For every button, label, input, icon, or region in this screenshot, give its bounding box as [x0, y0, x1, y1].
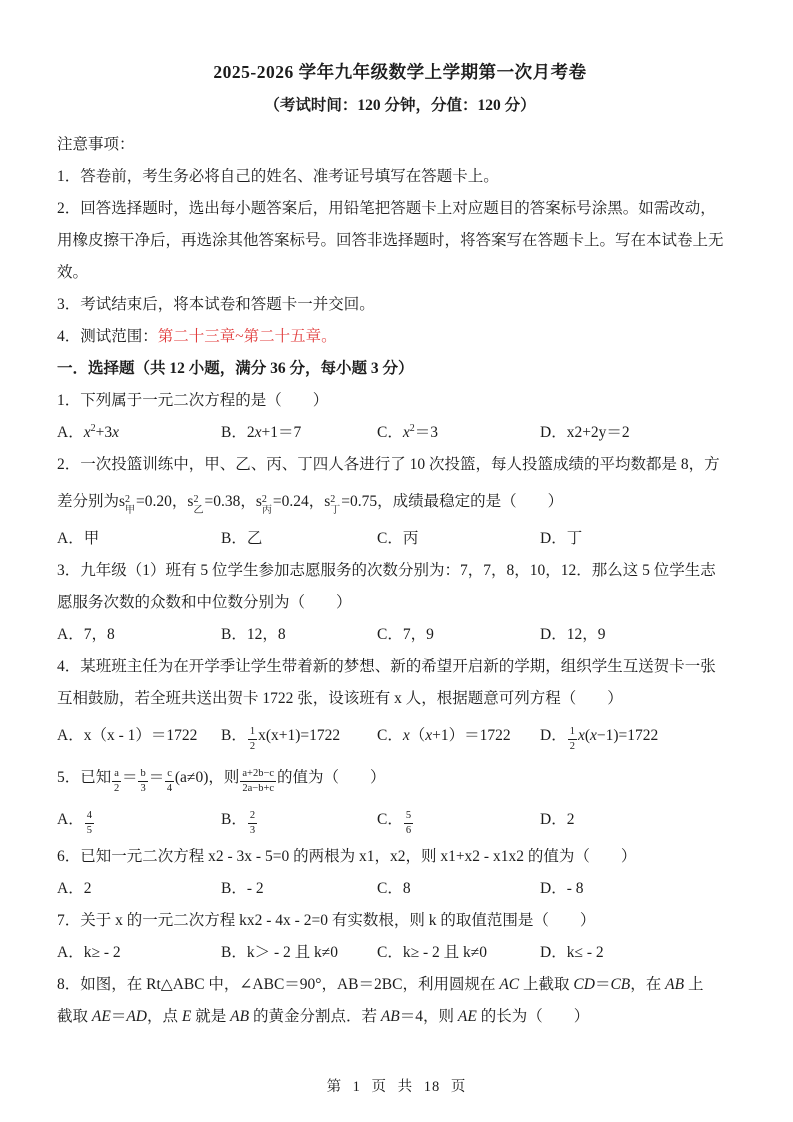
- fraction: $\frac{b}{3}$: [140, 767, 146, 794]
- options-row: [57, 715, 743, 757]
- question-line: 截取 AE＝AD，点 E 就是 AB 的黄金分割点．若 AB＝4，则 AE 的长为（ ）: [57, 1008, 590, 1025]
- sup-sub-stack: 2 丁: [330, 494, 341, 516]
- option-a: A．x（x - 1）＝1722: [57, 727, 198, 744]
- question-4: [57, 651, 743, 757]
- question-8: [57, 969, 743, 1033]
- option-c: C．丙: [377, 530, 419, 547]
- question-3: [57, 555, 743, 651]
- section-heading: 一．选择题（共 12 小题，满分 36 分，每小题 3 分）: [57, 360, 414, 377]
- notice-line: 2．回答选择题时，选出每小题答案后，用铅笔把答题卡上对应题目的答案标号涂黑。如需改动，: [57, 200, 716, 217]
- notice-line: 效。: [57, 264, 89, 281]
- notice-block: [57, 129, 743, 353]
- option-b: B． $\frac{1}{2}$ x(x+1)=1722: [221, 725, 341, 752]
- option-c: C．8: [377, 880, 411, 897]
- question-2: [57, 449, 743, 555]
- options-row: [57, 619, 743, 651]
- option-b: B．12，8: [221, 626, 286, 643]
- page-footer: 第 1 页 共 18 页: [326, 1079, 467, 1095]
- option-d: D．12，9: [540, 626, 606, 643]
- questions-list: [57, 385, 743, 1033]
- notice-line: 3．考试结束后，将本试卷和答题卡一并交回。: [57, 296, 375, 313]
- question-line: 5．已知 $\frac{a}{2}$ ＝ $\frac{b}{3}$ ＝ $\frac{c}{4}$ (a≠0)，则 $\frac{a+2b-c}{2a-b+c}$ 的值为（ ）: [57, 767, 386, 794]
- question-line: 愿服务次数的众数和中位数分别为（ ）: [57, 594, 352, 611]
- question-line: 互相鼓励，若全班共送出贺卡 1722 张，设该班有 x 人，根据题意可列方程（ ）: [57, 690, 623, 707]
- option-c: C． $\frac{5}{6}$: [377, 809, 412, 836]
- fraction: $\frac{a+2b-c}{2a-b+c}$: [242, 767, 275, 794]
- fraction: $\frac{2}{3}$: [249, 809, 256, 836]
- fraction: $\frac{5}{6}$: [405, 809, 412, 836]
- sup-sub-stack: 2 丙: [261, 494, 272, 516]
- notice-line: 注意事项：: [57, 136, 135, 153]
- option-a: A．$x^2+3x$: [57, 423, 119, 441]
- fraction: $\frac{1}{2}$: [249, 725, 256, 752]
- question-line: 差分别为s 2 甲 =0.20，s 2 乙 =0.38，s 2 丙 =0.24，s 2 丁 =0.75，成绩最稳定的是（ ）: [57, 493, 564, 516]
- question-line: 6．已知一元二次方程 x2 - 3x - 5=0 的两根为 x1，x2，则 x1+x2 - x1x2 的值为（ ）: [57, 848, 637, 865]
- page-title: 2025-2026 学年九年级数学上学期第一次月考卷: [213, 62, 587, 82]
- question-6: [57, 841, 743, 905]
- option-d: D．- 8: [540, 880, 584, 897]
- question-line: 7．关于 x 的一元二次方程 kx2 - 4x - 2=0 有实数根，则 k 的取值范围是（ ）: [57, 912, 596, 929]
- question-line: 8．如图，在 Rt△ABC 中，∠ABC＝90°，AB＝2BC，利用圆规在 AC 上截取 CD＝CB，在 AB 上: [57, 976, 704, 993]
- option-a: A．2: [57, 880, 92, 897]
- notice-line: 4．测试范围：第二十三章~第二十五章。: [57, 328, 337, 345]
- question-7: [57, 905, 743, 969]
- option-b: B． $\frac{2}{3}$: [221, 809, 256, 836]
- option-b: B．2x+1＝7: [221, 424, 302, 441]
- option-d: D．k≤ - 2: [540, 944, 604, 961]
- question-5: [57, 757, 743, 841]
- notice-line: 1．答卷前，考生务必将自己的姓名、准考证号填写在答题卡上。: [57, 168, 499, 185]
- option-c: C．x（x+1）＝1722: [377, 727, 511, 744]
- option-d: D．x2+2y＝2: [540, 424, 630, 441]
- question-line: 3．九年级（1）班有 5 位学生参加志愿服务的次数分别为：7，7，8，10，12．那么这 5 位学生志: [57, 562, 716, 579]
- option-a: A．k≥ - 2: [57, 944, 121, 961]
- sup-sub-stack: 2 甲: [125, 494, 136, 516]
- sup-sub-stack: 2 乙: [193, 494, 204, 516]
- fraction: $\frac{a}{2}$: [113, 767, 120, 794]
- options-row: [57, 873, 743, 905]
- fraction: $\frac{c}{4}$: [166, 767, 173, 794]
- question-line: 2．一次投篮训练中，甲、乙、丙、丁四人各进行了 10 次投篮，每人投篮成绩的平均数都是 8，方: [57, 456, 720, 473]
- option-d: D．2: [540, 811, 575, 828]
- option-b: B．乙: [221, 530, 263, 547]
- fraction: $\frac{4}{5}$: [86, 809, 92, 836]
- option-c: C．7，9: [377, 626, 434, 643]
- page-subtitle: （考试时间：120 分钟，分值：120 分）: [264, 97, 536, 114]
- question-1: [57, 385, 743, 449]
- option-a: A． $\frac{4}{5}$: [57, 809, 92, 836]
- options-row: [57, 937, 743, 969]
- option-c: C．k≥ - 2 且 k≠0: [377, 944, 488, 961]
- notice-line: 用橡皮擦干净后，再选涂其他答案标号。回答非选择题时，将答案写在答题卡上。写在本试卷上无: [57, 232, 724, 249]
- option-d: D．丁: [540, 530, 583, 547]
- question-line: 1．下列属于一元二次方程的是（ ）: [57, 392, 329, 409]
- option-b: B．k＞ - 2 且 k≠0: [221, 944, 339, 961]
- options-row: [57, 417, 743, 449]
- options-row: [57, 799, 743, 841]
- option-c: C．$x^2=3$: [377, 423, 438, 441]
- option-b: B．- 2: [221, 880, 264, 897]
- option-d: D． $\frac{1}{2}$ x(x−1)=1722: [540, 725, 659, 752]
- option-a: A．甲: [57, 530, 100, 547]
- fraction: $\frac{1}{2}$: [569, 725, 575, 752]
- options-row: [57, 523, 743, 555]
- question-line: 4．某班班主任为在开学季让学生带着新的梦想、新的希望开启新的学期，组织学生互送贺卡一张: [57, 658, 716, 675]
- option-a: A．7，8: [57, 626, 115, 643]
